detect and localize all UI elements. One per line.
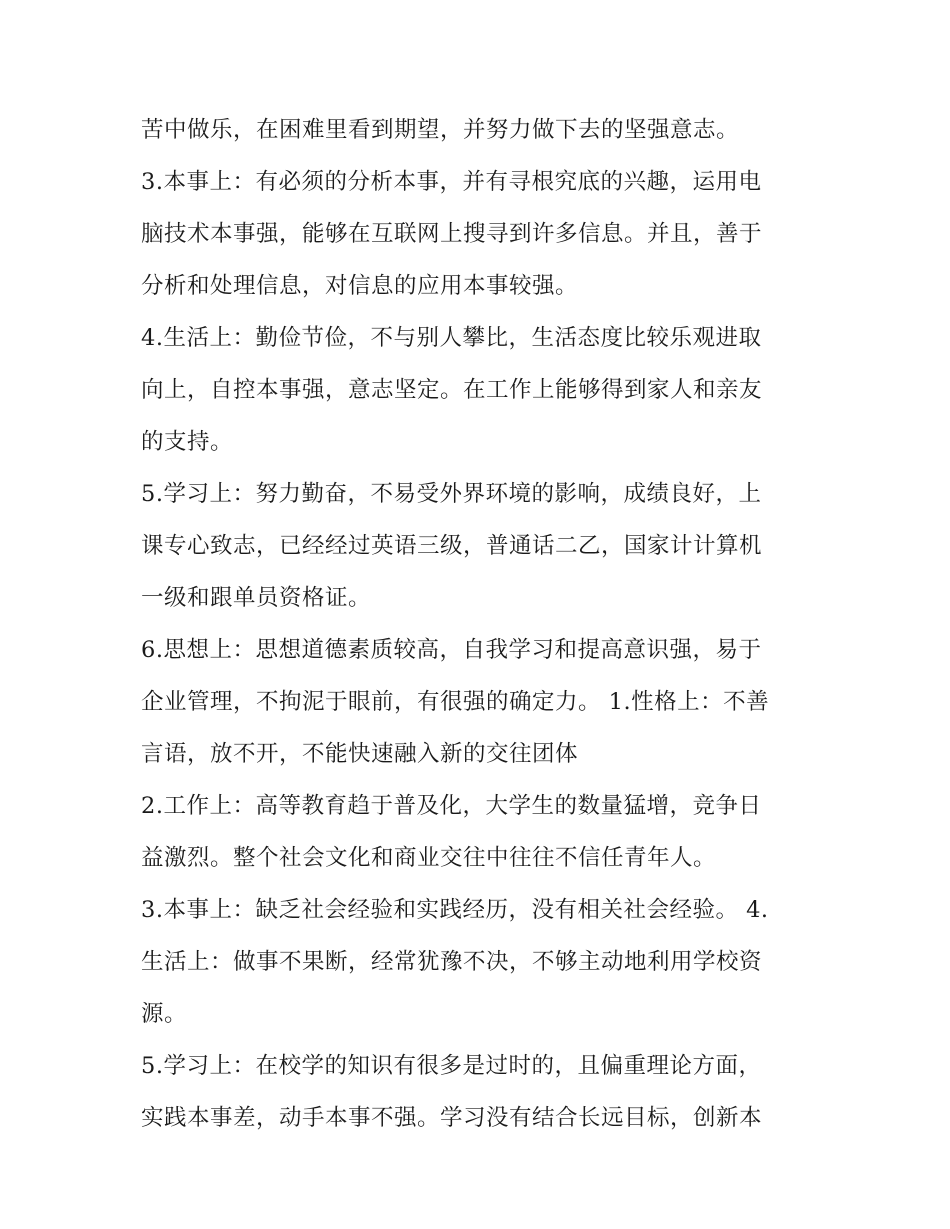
body-text <box>141 108 821 1148</box>
text-line: 向上，自控本事强，意志坚定。在工作上能够得到家人和亲友 <box>141 377 763 403</box>
text-line: 6.思想上：思想道德素质较高，自我学习和提高意识强，易于 <box>141 637 762 663</box>
text-line: 一级和跟单员资格证。 <box>141 585 372 611</box>
text-line: 益激烈。整个社会文化和商业交往中往往不信任青年人。 <box>141 845 717 871</box>
text-line: 分析和处理信息，对信息的应用本事较强。 <box>141 273 579 299</box>
text-line: 4.生活上：勤俭节俭，不与别人攀比，生活态度比较乐观进取 <box>141 325 762 351</box>
text-line: 企业管理，不拘泥于眼前，有很强的确定力。 1.性格上：不善 <box>141 689 770 715</box>
text-line: 课专心致志，已经经过英语三级，普通话二乙，国家计计算机 <box>141 533 763 559</box>
text-line: 3.本事上：缺乏社会经验和实践经历，没有相关社会经验。 4. <box>141 897 769 923</box>
text-line: 生活上：做事不果断，经常犹豫不决，不够主动地利用学校资 <box>141 949 763 975</box>
text-line: 5.学习上：努力勤奋，不易受外界环境的影响，成绩良好，上 <box>141 481 762 507</box>
text-line: 言语，放不开，不能快速融入新的交往团体 <box>141 741 579 767</box>
text-line: 脑技术本事强，能够在互联网上搜寻到许多信息。并且，善于 <box>141 221 763 247</box>
text-line: 源。 <box>141 1001 188 1027</box>
text-line: 2.工作上：高等教育趋于普及化，大学生的数量猛增，竞争日 <box>141 793 762 819</box>
text-line: 的支持。 <box>141 429 234 455</box>
text-line: 实践本事差，动手本事不强。学习没有结合长远目标，创新本 <box>141 1105 763 1131</box>
text-line: 苦中做乐，在困难里看到期望，并努力做下去的坚强意志。 <box>141 117 740 143</box>
text-line: 5.学习上：在校学的知识有很多是过时的，且偏重理论方面， <box>141 1053 762 1079</box>
text-line: 3.本事上：有必须的分析本事，并有寻根究底的兴趣，运用电 <box>141 169 762 195</box>
